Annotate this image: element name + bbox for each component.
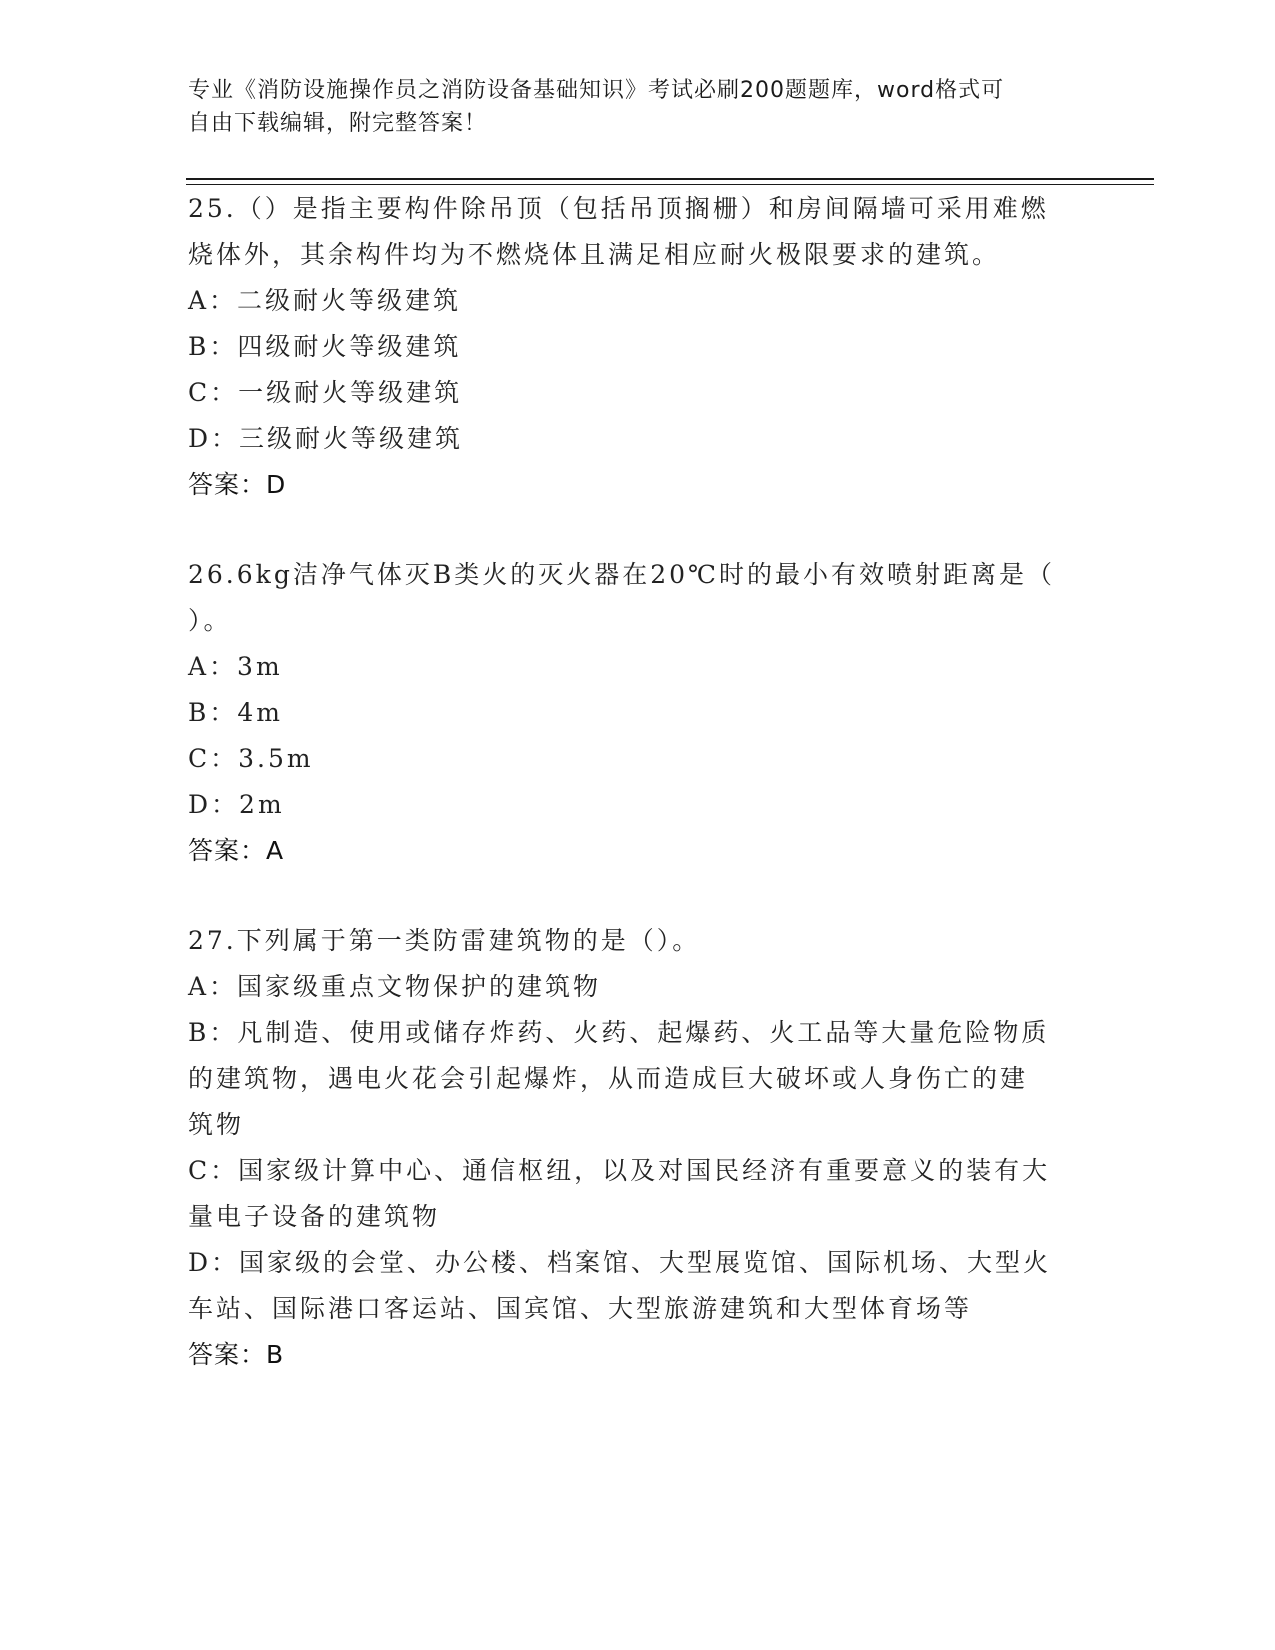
option-d: D：2m xyxy=(188,790,285,819)
answer: 答案：A xyxy=(188,836,285,865)
answer: 答案：B xyxy=(188,1340,285,1369)
header-divider-thin xyxy=(186,184,1154,185)
question-27 xyxy=(188,918,1088,1378)
option-d-line: D：国家级的会堂、办公楼、档案馆、大型展览馆、国际机场、大型火 xyxy=(188,1248,1052,1277)
option-a: A：国家级重点文物保护的建筑物 xyxy=(188,972,602,1001)
answer: 答案：D xyxy=(188,470,287,499)
option-a: A：3m xyxy=(188,652,283,681)
option-c-line: C：国家级计算中心、通信枢纽，以及对国民经济有重要意义的装有大 xyxy=(188,1156,1051,1185)
option-d-line: 车站、国际港口客运站、国宾馆、大型旅游建筑和大型体育场等 xyxy=(188,1294,973,1323)
document-header xyxy=(188,74,1068,140)
header-line-1: 专业《消防设施操作员之消防设备基础知识》考试必刷200题题库，word格式可 xyxy=(188,78,1005,103)
question-stem-line: 25.（）是指主要构件除吊顶（包括吊顶搁栅）和房间隔墙可采用难燃 xyxy=(188,194,1049,223)
header-line-2: 自由下载编辑，附完整答案！ xyxy=(188,111,488,136)
option-d: D：三级耐火等级建筑 xyxy=(188,424,464,453)
question-25 xyxy=(188,186,1088,508)
question-stem-line: 烧体外，其余构件均为不燃烧体且满足相应耐火极限要求的建筑。 xyxy=(188,240,1001,269)
option-b: B：4m xyxy=(188,698,283,727)
option-a: A：二级耐火等级建筑 xyxy=(188,286,462,315)
option-c-line: 量电子设备的建筑物 xyxy=(188,1202,441,1231)
option-c: C：3.5m xyxy=(188,744,314,773)
option-b-line: 的建筑物，遇电火花会引起爆炸，从而造成巨大破坏或人身伤亡的建 xyxy=(188,1064,1029,1093)
question-26 xyxy=(188,552,1088,874)
question-stem-line: ）。 xyxy=(188,606,232,635)
option-c: C：一级耐火等级建筑 xyxy=(188,378,463,407)
header-divider-thick xyxy=(186,178,1154,180)
question-stem-line: 26.6kg洁净气体灭B类火的灭火器在20℃时的最小有效喷射距离是（ xyxy=(188,560,1055,589)
option-b-line: B：凡制造、使用或储存炸药、火药、起爆药、火工品等大量危险物质 xyxy=(188,1018,1050,1047)
option-b-line: 筑物 xyxy=(188,1110,245,1139)
question-stem-line: 27.下列属于第一类防雷建筑物的是（）。 xyxy=(188,926,701,955)
option-b: B：四级耐火等级建筑 xyxy=(188,332,462,361)
